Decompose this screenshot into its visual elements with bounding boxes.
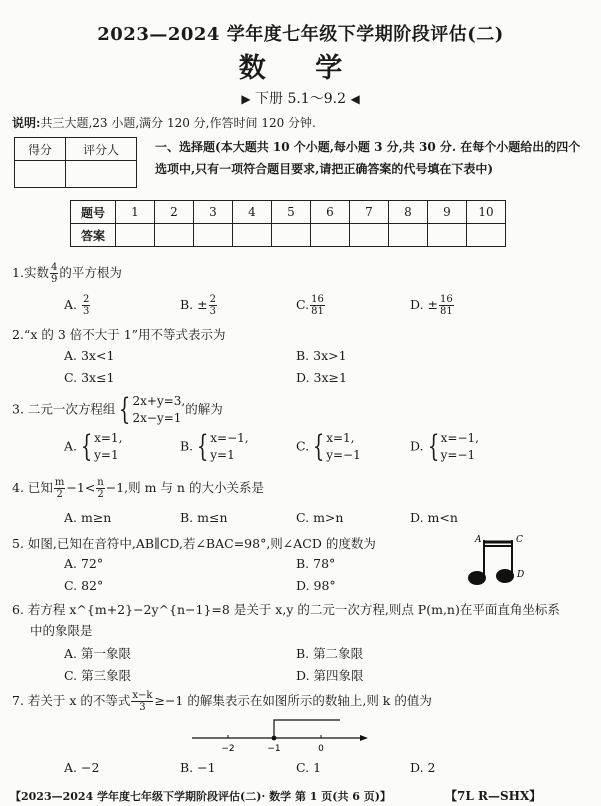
answer-cell[interactable] bbox=[428, 224, 467, 247]
q2-option-d[interactable]: D. 3x≥1 bbox=[296, 370, 347, 385]
q4-option-c[interactable]: C. m>n bbox=[296, 510, 344, 525]
brace-icon: { bbox=[119, 392, 131, 427]
q2-option-c[interactable]: C. 3x≤1 bbox=[64, 370, 115, 385]
q3-option-c[interactable]: C. { x=1, y=−1 bbox=[296, 429, 361, 464]
answer-cell[interactable] bbox=[350, 224, 389, 247]
chapter-range bbox=[0, 88, 601, 108]
brace-icon: { bbox=[312, 429, 325, 464]
q5-option-a[interactable]: A. 72° bbox=[64, 556, 104, 571]
q1-option-d[interactable]: D. ± $\frac{16}{81}$ bbox=[410, 294, 453, 317]
label-b: B bbox=[486, 572, 493, 582]
answer-table-number: 2 bbox=[155, 201, 194, 224]
q4-option-b[interactable]: B. m≤n bbox=[180, 510, 228, 525]
question-4: 4. 已知 $\frac{m}{2}$ −1< $\frac{n}{2}$ −1,则 m 与 n 的大小关系是 bbox=[12, 477, 264, 500]
number-line-figure bbox=[190, 714, 370, 754]
q1-num: 1. bbox=[12, 265, 24, 280]
question-3: 3. 二元一次方程组 { 2x+y=3, 2x−y=1 的解为 bbox=[12, 392, 223, 427]
q6-option-c[interactable]: C. 第三象限 bbox=[64, 668, 132, 683]
triangle-left-icon: ◀ bbox=[350, 92, 360, 106]
instructions-text: 共三大题,23 小题,满分 120 分,作答时间 120 分钟. bbox=[40, 116, 316, 130]
answer-table bbox=[70, 200, 506, 247]
section1-title: 一、选择题 bbox=[155, 140, 216, 154]
grader-head: 评分人 bbox=[66, 138, 137, 161]
q7-option-b[interactable]: B. −1 bbox=[180, 760, 216, 775]
solution-ray bbox=[274, 720, 340, 738]
question-2: 2.“x 的 3 倍不大于 1”用不等式表示为 bbox=[12, 327, 226, 342]
instructions-label: 说明: bbox=[12, 116, 41, 130]
score-cell[interactable] bbox=[15, 161, 66, 188]
answer-table-answer-head: 答案 bbox=[71, 224, 116, 247]
q2-option-a[interactable]: A. 3x<1 bbox=[64, 348, 115, 363]
range-text: 下册 5.1～9.2 bbox=[255, 91, 346, 107]
q4-option-a[interactable]: A. m≥n bbox=[64, 510, 112, 525]
answer-table-number: 9 bbox=[428, 201, 467, 224]
q6-option-b[interactable]: B. 第二象限 bbox=[296, 646, 364, 661]
section1-heading bbox=[155, 136, 591, 180]
score-head: 得分 bbox=[15, 138, 66, 161]
q5-option-c[interactable]: C. 82° bbox=[64, 578, 104, 593]
brace-icon: { bbox=[196, 429, 209, 464]
answer-table-number: 5 bbox=[272, 201, 311, 224]
brace-icon: { bbox=[80, 429, 93, 464]
grader-cell[interactable] bbox=[66, 161, 137, 188]
score-table bbox=[14, 137, 137, 188]
question-6-line1: 6. 若方程 x^{m+2}−2y^{n−1}=8 是关于 x,y 的二元一次方程,则点 P(m,n)在平面直角坐标系 bbox=[12, 602, 560, 617]
footer-right: 【7L R—SHX】 bbox=[445, 789, 542, 803]
answer-table-number: 8 bbox=[389, 201, 428, 224]
q7-option-c[interactable]: C. 1 bbox=[296, 760, 322, 775]
section1-desc: (本大题共 10 个小题,每小题 3 分,共 30 分. 在每个小题给出的四个选项中,只有一项符合题目要求,请把正确答案的代号填在下表中) bbox=[155, 140, 581, 176]
answer-cell[interactable] bbox=[389, 224, 428, 247]
answer-cell[interactable] bbox=[233, 224, 272, 247]
note-head-left bbox=[468, 571, 486, 585]
answer-cell[interactable] bbox=[116, 224, 155, 247]
q1-post: 的平方根为 bbox=[59, 265, 122, 280]
answer-table-number-head: 题号 bbox=[71, 201, 116, 224]
answer-cell[interactable] bbox=[155, 224, 194, 247]
subject-title: 数 学 bbox=[238, 53, 363, 84]
q7-option-d[interactable]: D. 2 bbox=[410, 760, 436, 775]
note-head-right bbox=[496, 569, 514, 583]
triangle-right-icon: ▶ bbox=[241, 92, 251, 106]
tick-label: −2 bbox=[221, 744, 235, 754]
brace-icon: { bbox=[427, 429, 439, 464]
question-6-line2: 中的象限是 bbox=[30, 623, 93, 638]
tick-label: −1 bbox=[267, 744, 281, 754]
q1-fraction: $\frac{4}{9}$ bbox=[50, 262, 58, 285]
q6-option-a[interactable]: A. 第一象限 bbox=[64, 646, 131, 661]
label-d: D bbox=[517, 570, 525, 580]
answer-table-number: 4 bbox=[233, 201, 272, 224]
q1-pre: 实数 bbox=[23, 265, 49, 280]
q2-option-b[interactable]: B. 3x>1 bbox=[296, 348, 347, 363]
q5-option-d[interactable]: D. 98° bbox=[296, 578, 336, 593]
instructions bbox=[12, 114, 316, 131]
answer-cell[interactable] bbox=[272, 224, 311, 247]
footer-left: 【2023—2024 学年度七年级下学期阶段评估(二)· 数学 第 1 页(共 6 页)】 bbox=[10, 790, 391, 803]
question-1 bbox=[12, 262, 122, 285]
answer-table-number: 3 bbox=[194, 201, 233, 224]
q1-option-a[interactable]: A. $\frac{2}{3}$ bbox=[64, 294, 90, 317]
tick-label: 0 bbox=[318, 744, 324, 754]
solid-point bbox=[272, 736, 277, 741]
q1-option-b[interactable]: B. ± $\frac{2}{3}$ bbox=[180, 294, 217, 317]
q5-option-b[interactable]: B. 78° bbox=[296, 556, 336, 571]
arrow-right-icon bbox=[360, 735, 368, 741]
q3-option-a[interactable]: A. { x=1, y=1 bbox=[64, 429, 123, 464]
answer-cell[interactable] bbox=[467, 224, 506, 247]
label-c: C bbox=[516, 535, 523, 545]
q3-option-b[interactable]: B. { x=−1, y=1 bbox=[180, 429, 249, 464]
question-5: 5. 如图,已知在音符中,AB∥CD,若∠BAC=98°,则∠ACD 的度数为 bbox=[12, 536, 376, 551]
q4-option-d[interactable]: D. m<n bbox=[410, 510, 458, 525]
answer-table-number: 7 bbox=[350, 201, 389, 224]
answer-table-number: 10 bbox=[467, 201, 506, 224]
q7-option-a[interactable]: A. −2 bbox=[64, 760, 100, 775]
q3-option-d[interactable]: D. { x=−1, y=−1 bbox=[410, 429, 479, 464]
label-a: A bbox=[475, 535, 482, 545]
question-7: 7. 若关于 x 的不等式 $\frac{x-k}{3}$ ≥−1 的解集表示在如图所示的数轴上,则 k 的值为 bbox=[12, 690, 432, 713]
answer-cell[interactable] bbox=[194, 224, 233, 247]
answer-cell[interactable] bbox=[311, 224, 350, 247]
answer-table-number: 6 bbox=[311, 201, 350, 224]
q6-option-d[interactable]: D. 第四象限 bbox=[296, 668, 364, 683]
music-note-figure bbox=[462, 530, 534, 592]
q1-option-c[interactable]: C. $\frac{16}{81}$ bbox=[296, 294, 324, 317]
answer-table-number: 1 bbox=[116, 201, 155, 224]
exam-title: 2023—2024 学年度七年级下学期阶段评估(二) bbox=[97, 24, 504, 45]
